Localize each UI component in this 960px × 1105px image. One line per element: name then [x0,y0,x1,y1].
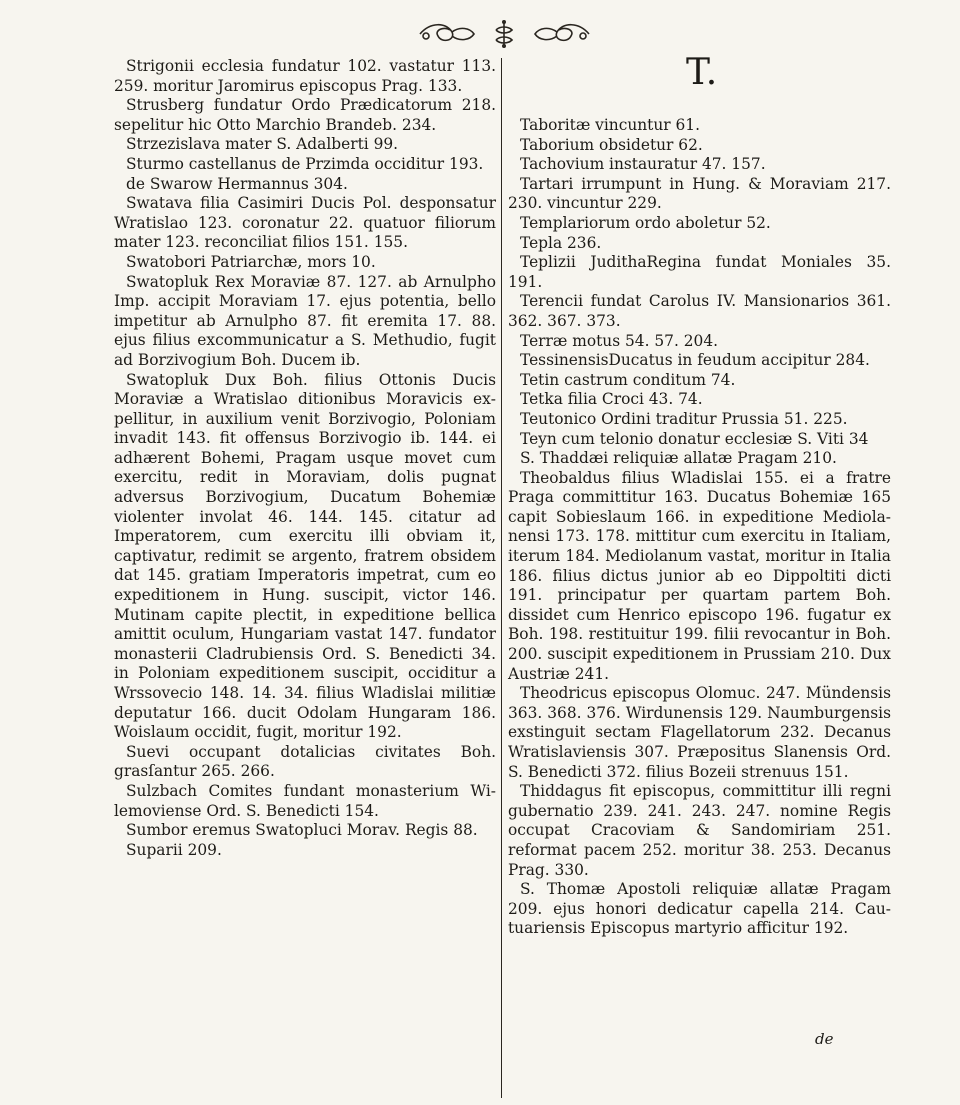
index-entry: Taboritæ vincuntur 61. [520,116,700,134]
index-entry: Tepla 236. [520,233,602,252]
index-entry: Teyn cum telonio donatur ecclesiæ S. Viti 34 [520,429,869,448]
column-divider [501,58,502,1098]
index-entry: Strigonii ecclesia fundatur 102. vastatur 113. 259. moritur Jaromirus episcopus Prag. 133. [114,57,496,95]
floral-ornament-icon [412,18,597,50]
section-letter: T. [686,52,719,93]
index-entry: Swatava filia Casimiri Ducis Pol. desponsatur Wratislao 123. coronatur 22. quatuor filiorum mater 123. reconciliat filios 151. 155. [114,194,496,252]
index-entry: Suparii 209. [126,840,222,859]
index-entry: Sumbor eremus Swatopluci Morav. Regis 88. [126,821,478,840]
catchword: de [815,1030,834,1048]
right-column [508,116,891,939]
index-entry: Sturmo castellanus de Przimda occiditur 193. [126,154,484,173]
index-entry: S. Thomæ Apostoli reliquiæ allatæ Pragam 209. ejus honori dedicatur capella 214. Cautuariensis Episcopus martyrio afficitur 192. [508,880,891,938]
index-entry: Tetka filia Croci 43. 74. [520,390,703,409]
index-entry: Strusberg fundatur Ordo Prædicatorum 218. sepelitur hic Otto Marchio Brandeb. 234. [114,96,496,134]
index-entry: Teutonico Ordini traditur Prussia 51. 225. [520,409,848,428]
index-entry: Teplizii JudithaRegina fundat Moniales 35. 191. [508,253,891,291]
index-entry: Suevi occupant dotalicias civitates Boh. grasſantur 265. 266. [114,742,496,781]
index-entry: Terræ motus 54. 57. 204. [520,331,719,350]
index-entry: Swatopluk Rex Moraviæ 87. 127. ab Arnulpho Imp. accipit Moraviam 17. ejus potentia, bello impetitur ab Arnulpho 87. fit eremita 17. 88. ejus filius excommunicatur a S. Methudio, fugit ad Borzivogium Boh. Ducem ib. [114,272,496,369]
index-entry: Strzezislava mater S. Adalberti 99. [126,135,399,154]
index-entry: Theodricus episcopus Olomuc. 247. Mündensis 363. 368. 376. Wirdunensis 129. Naumburgensis exstinguit sectam Flagellatorum 232. Decanus Wratislaviensis 307. Præpositus Slanensis Ord. S. Benedicti 372. filius Bozeii strenuus 151. [508,684,891,781]
index-entry: Tetin castrum conditum 74. [520,370,736,389]
index-entry: Thiddagus fit episcopus, committitur illi regni gubernatio 239. 241. 243. 247. nomine Regis occupat Cracoviam & Sandomiriam 251. reformat pacem 252. moritur 38. 253. Decanus Prag. 330. [508,782,891,879]
index-entry: Terencii fundat Carolus IV. Mansionarios 361. 362. 367. 373. [508,292,891,330]
index-entry: S. Thaddæi reliquiæ allatæ Pragam 210. [520,449,837,468]
index-entry: Swatopluk Dux Boh. filius Ottonis Ducis Moraviæ a Wratislao ditionibus Moravicis expellitur, in auxilium venit Borzivogio, Poloniam invadit 143. fit offensus Borzivogio ib. 144. ei adhærent Bohemi, Pragam usque movet cum exercitu, redit in Moraviam, dolis pugnat adversus Borzivogium, Ducatum Bohemiæ violenter involat 46. 144. 145. citatur ad Imperatorem, cum exercitu illi obviam it, captivatur, redimit se argento, fratrem obsidem dat 145. gratiam Imperatoris impetrat, cum eo expeditionem in Hung. suscipit, victor 146. Mutinam capite plectit, in expeditione bellica amittit oculum, Hungariam vastat 147. fundator monasterii Cladrubiensis Ord. S. Benedicti 34. in Poloniam expeditionem suscipit, occiditur a Wrssovecio 148. 14. 34. filius Wladislai militiæ deputatur 166. ducit Odolam Hungaram 186. Woislaum occidit, fugit, moritur 192. [114,370,496,742]
index-entry: Swatobori Patriarchæ, mors 10. [126,252,376,271]
index-entry: Sulzbach Comites fundant monasterium Wilemoviense Ord. S. Benedicti 154. [114,781,496,820]
index-entry: TessinensisDucatus in feudum accipitur 284. [520,351,870,370]
index-entry: Tartari irrumpunt in Hung. & Moraviam 217. 230. vincuntur 229. [508,174,891,213]
left-column [114,57,496,860]
index-entry: Theobaldus filius Wladislai 155. ei a fratre Praga committitur 163. Ducatus Bohemiæ 165 capit Sobieslaum 166. in expeditione Mediolanensi 173. 178. mittitur cum exercitu in Italiam, iterum 184. Mediolanum vastat, moritur in Italia 186. filius dictus junior ab eo Dippoltiti dicti 191. principatur per quartam partem Boh. dissidet cum Henrico episcopo 196. fugatur ex Boh. 198. restituitur 199. filii revocantur in Boh. 200. suscipit expeditionem in Prussiam 210. Dux Austriæ 241. [508,468,891,683]
index-entry: Tachovium instauratur 47. 157. [520,155,766,174]
index-entry: Templariorum ordo aboletur 52. [520,213,771,232]
index-entry: de Swarow Hermannus 304. [126,174,348,193]
index-entry: Taborium obsidetur 62. [520,135,703,154]
